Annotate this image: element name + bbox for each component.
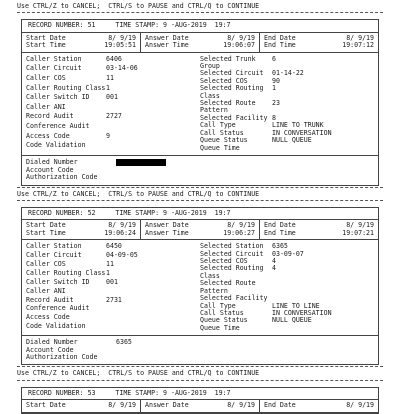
- record-codes: Dialed Number 6365 Account Code Authorization Code: [26, 338, 132, 361]
- call-record: [21, 207, 379, 365]
- record-details: [22, 53, 378, 156]
- selected-column: Selected Station 6365 Selected Circuit 03-09-07 Selected COS 4 Selected Routing Class 4 Selected Route Pattern Selected Facility Call Type LINE TO LINE Call Status IN CONVERSATION Queue Status NULL QUEUE Queue Time: [200, 242, 332, 332]
- call-record: [21, 19, 379, 185]
- selected-column: Selected Trunk Group 6 Selected Circuit 01-14-22 Selected COS 90 Selected Routing Class 1 Selected Route Pattern 23 Selected Facility 8 Call Type LINE TO TRUNK Call Status IN CONVERSATION Queue Status NULL QUEUE Queue Time: [200, 54, 332, 152]
- caller-column: Caller Station 6450 Caller Circuit 04-09-05 Caller COS 11 Caller Routing Class 1 Caller Switch ID 001 Caller ANI Record Audit 2731 Conference Audit Access Code Code Validation: [26, 242, 138, 331]
- call-record: [21, 387, 379, 414]
- caller-column: Caller Station 6406 Caller Circuit 03-14-06 Caller COS 11 Caller Routing Class 1 Caller Switch ID 001 Caller ANI Record Audit 2727 Conference Audit Access Code 9 Code Validation: [26, 54, 138, 150]
- record-times: Start Date 8/ 9/19 Start Time 19:06:24 Answer Date 8/ 9/19 Answer Time 19:06:27 End Date 8/ 9/19 End Time 19:07:21: [22, 220, 378, 240]
- record-details: [22, 240, 378, 336]
- divider: [17, 380, 383, 381]
- record-header: RECORD NUMBER: 51 TIME STAMP: 9 -AUG-2019 19:7: [22, 20, 378, 32]
- record-times: Start Date 8/ 9/19 Answer Date 8/ 9/19 End Date 8/ 9/19: [22, 400, 378, 412]
- redaction-block: [116, 159, 166, 166]
- report-page: [17, 0, 383, 414]
- record-times: Start Date 8/ 9/19 Start Time 19:05:51 Answer Date 8/ 9/19 Answer Time 19:06:07 End Date 8/ 9/19 End Time 19:07:12: [22, 33, 378, 53]
- control-hint: Use CTRL/Z to CANCEL; CTRL/S to PAUSE and CTRL/Q to CONTINUE: [17, 2, 260, 10]
- record-header: RECORD NUMBER: 52 TIME STAMP: 9 -AUG-2019 19:7: [22, 208, 378, 220]
- record-header: RECORD NUMBER: 53 TIME STAMP: 9 -AUG-2019 19:7: [22, 388, 378, 400]
- record-codes: Dialed Number Account Code Authorization Code: [22, 156, 378, 185]
- divider: [17, 12, 383, 13]
- control-hint: Use CTRL/Z to CANCEL; CTRL/S to PAUSE and CTRL/Q to CONTINUE: [17, 369, 260, 378]
- divider: [17, 200, 383, 201]
- control-hint: Use CTRL/Z to CANCEL; CTRL/S to PAUSE and CTRL/Q to CONTINUE: [17, 189, 260, 198]
